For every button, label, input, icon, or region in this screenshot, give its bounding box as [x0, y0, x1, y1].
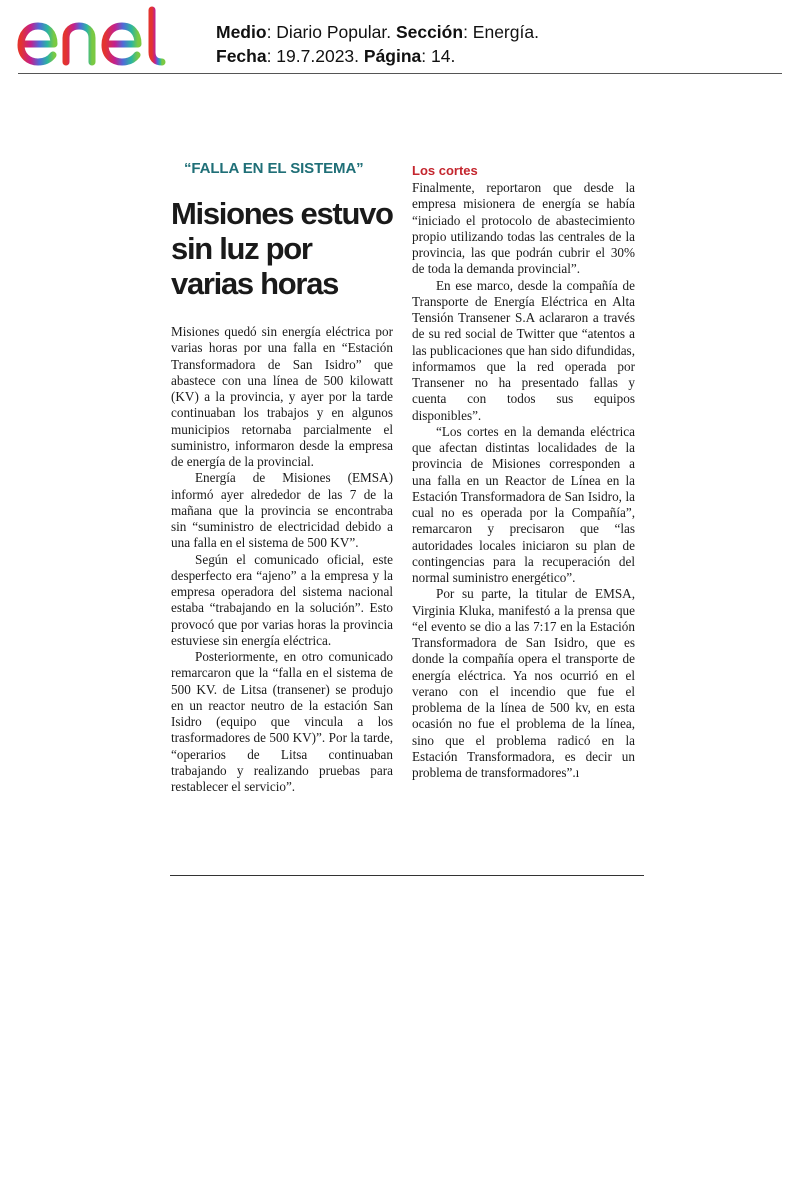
pagina-label: Página — [363, 46, 422, 66]
left-paragraph-2: Energía de Misiones (EMSA) informó ayer alrededor de las 7 de la mañana que la provincia se encontraba sin “suministro de electricidad debido a una falla en el sistema de 500 KV”. — [171, 470, 393, 551]
right-paragraph-3: “Los cortes en la demanda eléctrica que afectan distintas localidades de la provincia de Misiones corresponden a una falla en un Reactor de Línea en la Estación Transformadora de San Isidro, la cual no es operada por la Compañía”, remarcaron y precisaron que “las autoridades locales iniciaron su plan de contingencias para la recuperación del normal suministro energético”. — [412, 423, 635, 585]
seccion-label: Sección — [395, 22, 464, 42]
medio-value: : Diario Popular. — [266, 22, 396, 42]
fecha-value: : 19.7.2023. — [266, 46, 364, 66]
pagina-value: : 14. — [421, 46, 456, 66]
left-paragraph-4: Posteriormente, en otro comunicado remarcaron que la “falla en el sistema de 500 KV. de Litsa (transener) se produjo en un reactor neutro de la estación San Isidro (equipo que vincula a los trasformadores de 500 KV)”. Por la tarde, “operarios de Litsa continuaban trabajando y realizando pruebas para restablecer el servicio”. — [171, 649, 393, 794]
article-column-right — [412, 180, 635, 781]
left-paragraph-1: Misiones quedó sin energía eléctrica por varias horas por una falla en “Estación Transformadora de San Isidro” que abastece con una línea de 500 kilowatt (KV) a la provincia, y ayer por la tarde continuaban los trabajos y en algunos municipios retornaba parcialmente el suministro, informaron desde la empresa de energía de la provincial. — [171, 324, 393, 469]
right-paragraph-1: Finalmente, reportaron que desde la empresa misionera de energía se había “iniciado el protocolo de abastecimiento propio utilizando todas las centrales de la provincia, las que podrán cubrir el 30% de toda la demanda provincial”. — [412, 180, 635, 277]
header-divider — [18, 73, 782, 74]
headline-line-2: sin luz por — [171, 231, 312, 266]
article-headline — [171, 196, 411, 301]
clipping-metadata — [216, 20, 539, 68]
fecha-label: Fecha — [216, 46, 267, 66]
headline-line-3: varias horas — [171, 266, 339, 301]
left-paragraph-3: Según el comunicado oficial, este desperfecto era “ajeno” a la empresa y la empresa operadora del sistema nacional estaba “trabajando en la solución”. Esto provocó que por varias horas la provincia estuviese sin energía eléctrica. — [171, 551, 393, 648]
right-paragraph-4: Por su parte, la titular de EMSA, Virginia Kluka, manifestó a la prensa que “el evento se dio a las 7:17 en la Estación Transformadora de San Isidro, que es donde la compañía opera el transporte de energía eléctrica. Ya nos ocurrió en el verano con el incendio que fue el problema de la línea de 500 kv, en esta ocasión no fue el problema de la línea, sino que el problema radicó en la Estación Transformadora, es decir un problema de transformadores”.ı — [412, 586, 635, 780]
seccion-value: : Energía. — [463, 22, 539, 42]
article-column-left — [171, 324, 393, 795]
section-subhead: Los cortes — [412, 163, 478, 178]
medio-label: Medio — [216, 22, 267, 42]
right-paragraph-2: En ese marco, desde la compañía de Transporte de Energía Eléctrica en Alta Tensión Transener S.A aclararon a través de su red social de Twitter que “atentos a las publicaciones que han sido difundidas, informamos que la red operada por Transener no ha presentado fallas y cuenta con todos sus equipos disponibles”. — [412, 277, 635, 423]
enel-logo — [16, 4, 182, 66]
headline-line-1: Misiones estuvo — [171, 196, 393, 231]
meta-line-2 — [216, 44, 539, 68]
article-kicker: “FALLA EN EL SISTEMA” — [184, 160, 364, 177]
meta-line-1 — [216, 20, 539, 44]
article-end-rule — [170, 875, 644, 876]
